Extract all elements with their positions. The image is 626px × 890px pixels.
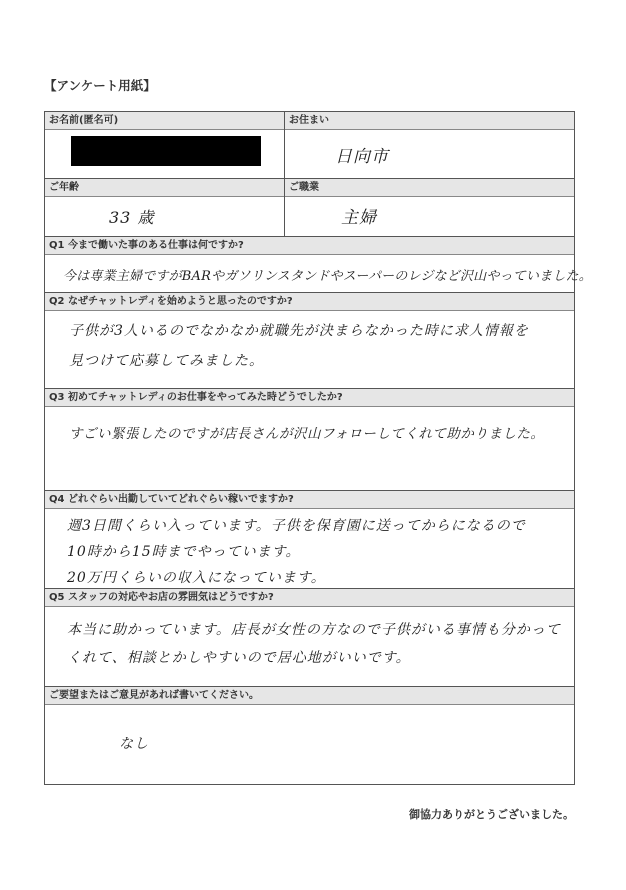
residence-value: 日向市 <box>335 147 389 167</box>
residence-cell <box>285 112 574 178</box>
survey-form <box>44 111 592 785</box>
request-answer: なし <box>119 736 149 752</box>
q2-row <box>45 292 574 388</box>
name-residence-row <box>45 112 574 178</box>
request-label: ご要望またはご意見があれば書いてください。 <box>45 687 574 705</box>
q5-answer-line: 本当に助かっています。店長が女性の方なので子供がいる事情も分かって <box>67 622 561 638</box>
q4-answer-line: 20万円くらいの収入になっています。 <box>67 570 326 586</box>
age-label: ご年齢 <box>45 179 284 197</box>
request-row <box>45 686 574 783</box>
q5-label: Q5 スタッフの対応やお店の雰囲気はどうですか? <box>45 589 574 607</box>
footer-thanks: 御協力ありがとうございました。 <box>409 808 574 821</box>
residence-label: お住まい <box>285 112 574 130</box>
q3-label: Q3 初めてチャットレディのお仕事をやってみた時どうでしたか? <box>45 389 574 407</box>
q2-answer-line: 子供が3人いるのでなかなか就職先が決まらなかった時に求人情報を <box>69 323 529 339</box>
q3-row <box>45 388 574 490</box>
occupation-value: 主婦 <box>341 208 377 228</box>
name-label: お名前(匿名可) <box>45 112 284 130</box>
q5-answer-line: くれて、相談とかしやすいので居心地がいいです。 <box>67 650 411 666</box>
q1-row <box>45 236 592 292</box>
page-title: 【アンケート用紙】 <box>44 78 156 93</box>
q3-answer-line: すごい緊張したのですが店長さんが沢山フォローしてくれて助かりました。 <box>69 426 545 442</box>
occupation-cell <box>285 179 574 236</box>
occupation-label: ご職業 <box>285 179 574 197</box>
q4-answer-line: 週3日間くらい入っています。子供を保育園に送ってからになるので <box>67 518 526 534</box>
name-redaction <box>71 136 261 166</box>
q4-label: Q4 どれぐらい出勤していてどれぐらい稼いでますか? <box>45 491 574 509</box>
q1-answer-line: 今は専業主婦ですがBARやガソリンスタンドやスーパーのレジなど沢山やっていました。 <box>63 269 592 284</box>
q4-answer-line: 10時から15時までやっています。 <box>67 544 301 560</box>
age-occupation-row <box>45 178 574 236</box>
name-cell <box>45 112 285 178</box>
q4-row <box>45 490 574 588</box>
age-cell <box>45 179 285 236</box>
q2-answer-line: 見つけて応募してみました。 <box>69 353 264 369</box>
q5-row <box>45 588 574 686</box>
q2-label: Q2 なぜチャットレディを始めようと思ったのですか? <box>45 293 574 311</box>
age-value: 33 歳 <box>109 208 155 227</box>
q1-label: Q1 今まで働いた事のある仕事は何ですか? <box>45 237 574 255</box>
